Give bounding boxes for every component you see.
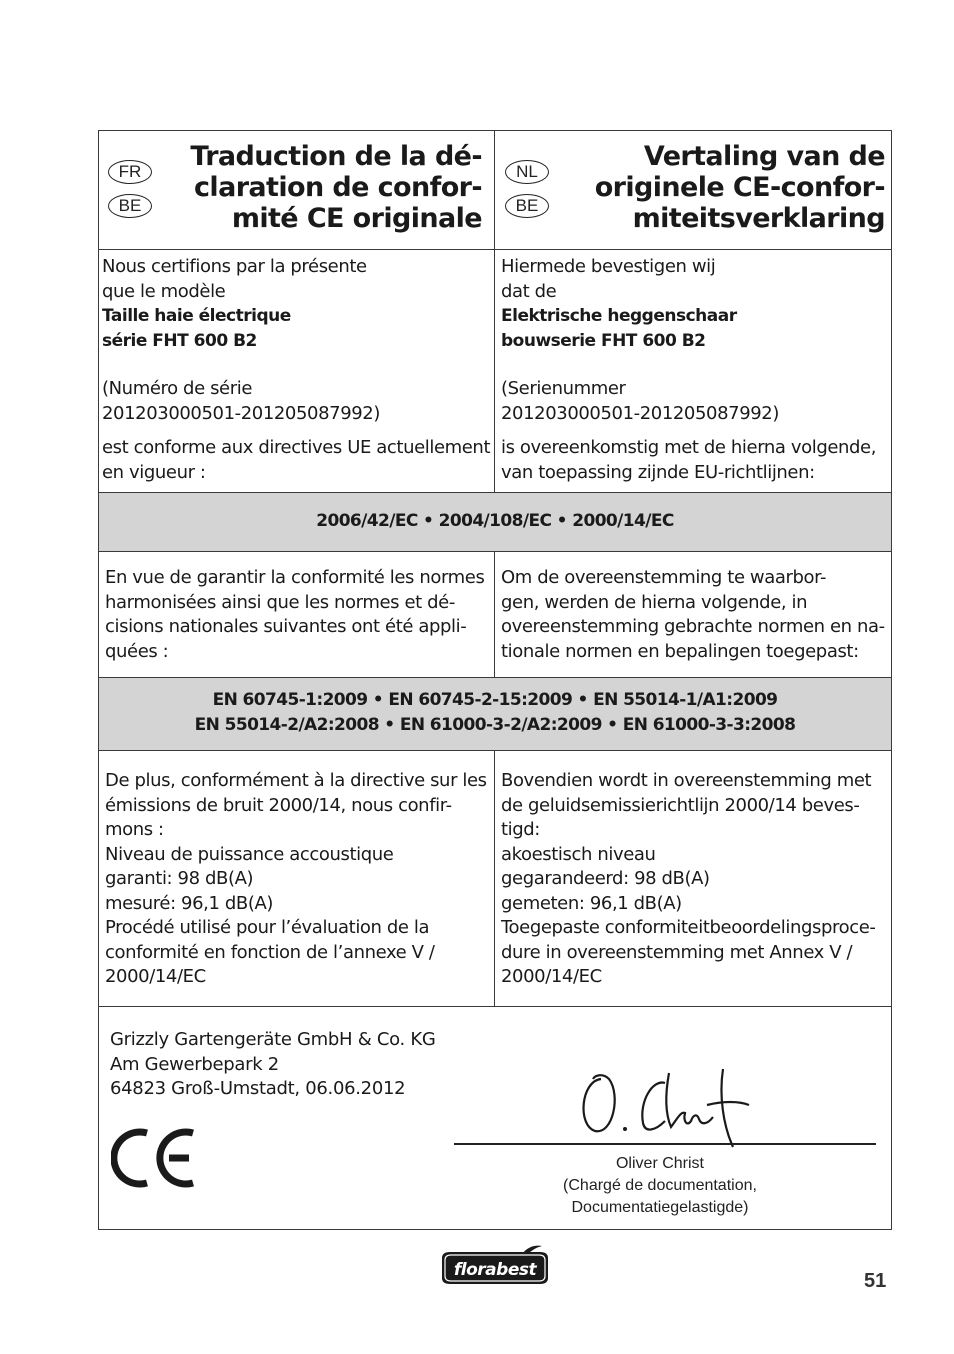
norms-line-1: EN 60745-1:2009 • EN 60745-2-15:2009 • EN 55014-1/A1:2009 (212, 690, 778, 710)
certification-text-nl: Hiermede bevestigen wij dat de Elektrische heggenschaar bouwserie FHT 600 B2 (Serienummer 201203000501-201205087992) is overeenkomstig met de hierna volgende, van toepassing zijnde EU-richtlijnen: (501, 255, 891, 485)
header-row (99, 131, 891, 249)
page-number: 51 (864, 1270, 887, 1292)
language-badge-nl: NL (505, 160, 549, 184)
signature-handwritten (573, 1065, 753, 1155)
noise-statement-nl: Bovendien wordt in overeenstemming met de geluidsemissierichtlijn 2000/14 beves- tigd: akoestisch niveau gegarandeerd: 98 dB(A) gemeten: 96,1 dB(A) Toegepaste conformiteitbeoordelingsproce- dure in overeenstemming met Annex V / 2000/14/EC (501, 769, 891, 990)
norms-row (99, 678, 891, 750)
guaranteed-level-fr: garanti: 98 dB(A) (105, 868, 254, 889)
company-street: Am Gewerbepark 2 (110, 1053, 279, 1075)
signature-line (454, 1143, 876, 1145)
norms-line-2: EN 55014-2/A2:2008 • EN 61000-3-2/A2:2009 • EN 61000-3-3:2008 (194, 715, 796, 735)
measured-level-nl: gemeten: 96,1 dB(A) (501, 892, 682, 914)
measured-level-fr: mesuré: 96,1 dB(A) (105, 892, 273, 914)
product-name-fr: Taille haie électrique (102, 306, 291, 326)
directives-list: 2006/42/EC • 2004/108/EC • 2000/14/EC (316, 511, 674, 531)
product-series-nl: bouwserie FHT 600 B2 (501, 330, 706, 351)
language-badge-be: BE (108, 194, 152, 218)
product-name-nl: Elektrische heggenschaar (501, 306, 737, 326)
noise-statement-fr: De plus, conformément à la directive sur les émissions de bruit 2000/14, nous confir- mons : Niveau de puissance accoustique garanti: 98 dB(A) mesuré: 96,1 dB(A) Procédé utilisé pour l’évaluation de la conformité en fonction de l’annexe V / 2000/14/EC (105, 769, 495, 990)
title-fr: Traduction de la dé- claration de confor- mité CE originale (190, 141, 482, 234)
declaration-document (98, 130, 892, 1230)
signatory-role-fr: (Chargé de documentation, (563, 1177, 757, 1194)
signatory-role-nl: Documentatiegelastigde) (571, 1199, 749, 1216)
ce-mark-icon (111, 1126, 197, 1190)
signature-caption (505, 1153, 815, 1219)
guaranteed-level-nl: gegarandeerd: 98 dB(A) (501, 868, 710, 889)
company-address (110, 1028, 436, 1102)
florabest-logo (438, 1244, 552, 1290)
title-nl: Vertaling van de originele CE-confor- miteitsverklaring (594, 141, 885, 234)
certification-text-fr: Nous certifions par la présente que le modèle Taille haie électrique série FHT 600 B2 (Numéro de série 201203000501-201205087992) est conforme aux directives UE actuellement en vigueur : (102, 256, 491, 483)
language-badge-fr: FR (108, 160, 152, 184)
language-badge-be-right: BE (505, 194, 549, 218)
signatory-name: Oliver Christ (615, 1155, 704, 1172)
svg-text:florabest: florabest (453, 1260, 537, 1280)
company-city-date: 64823 Groß-Umstadt, 06.06.2012 (110, 1078, 406, 1099)
product-series-fr: série FHT 600 B2 (102, 330, 257, 351)
norms-intro-fr: En vue de garantir la conformité les normes harmonisées ainsi que les normes et dé- cisions nationales suivantes ont été appli- quées : (105, 567, 485, 662)
serial-number-nl: 201203000501-201205087992) (501, 402, 779, 424)
norms-intro-nl: Om de overeenstemming te waarbor- gen, werden de hierna volgende, in overeenstemming gebrachte normen en na- tionale normen en bepalingen toegepast: (501, 567, 885, 662)
directives-row (99, 493, 891, 551)
serial-number-fr: 201203000501-201205087992) (102, 402, 380, 424)
company-name: Grizzly Gartengeräte GmbH & Co. KG (110, 1029, 436, 1050)
